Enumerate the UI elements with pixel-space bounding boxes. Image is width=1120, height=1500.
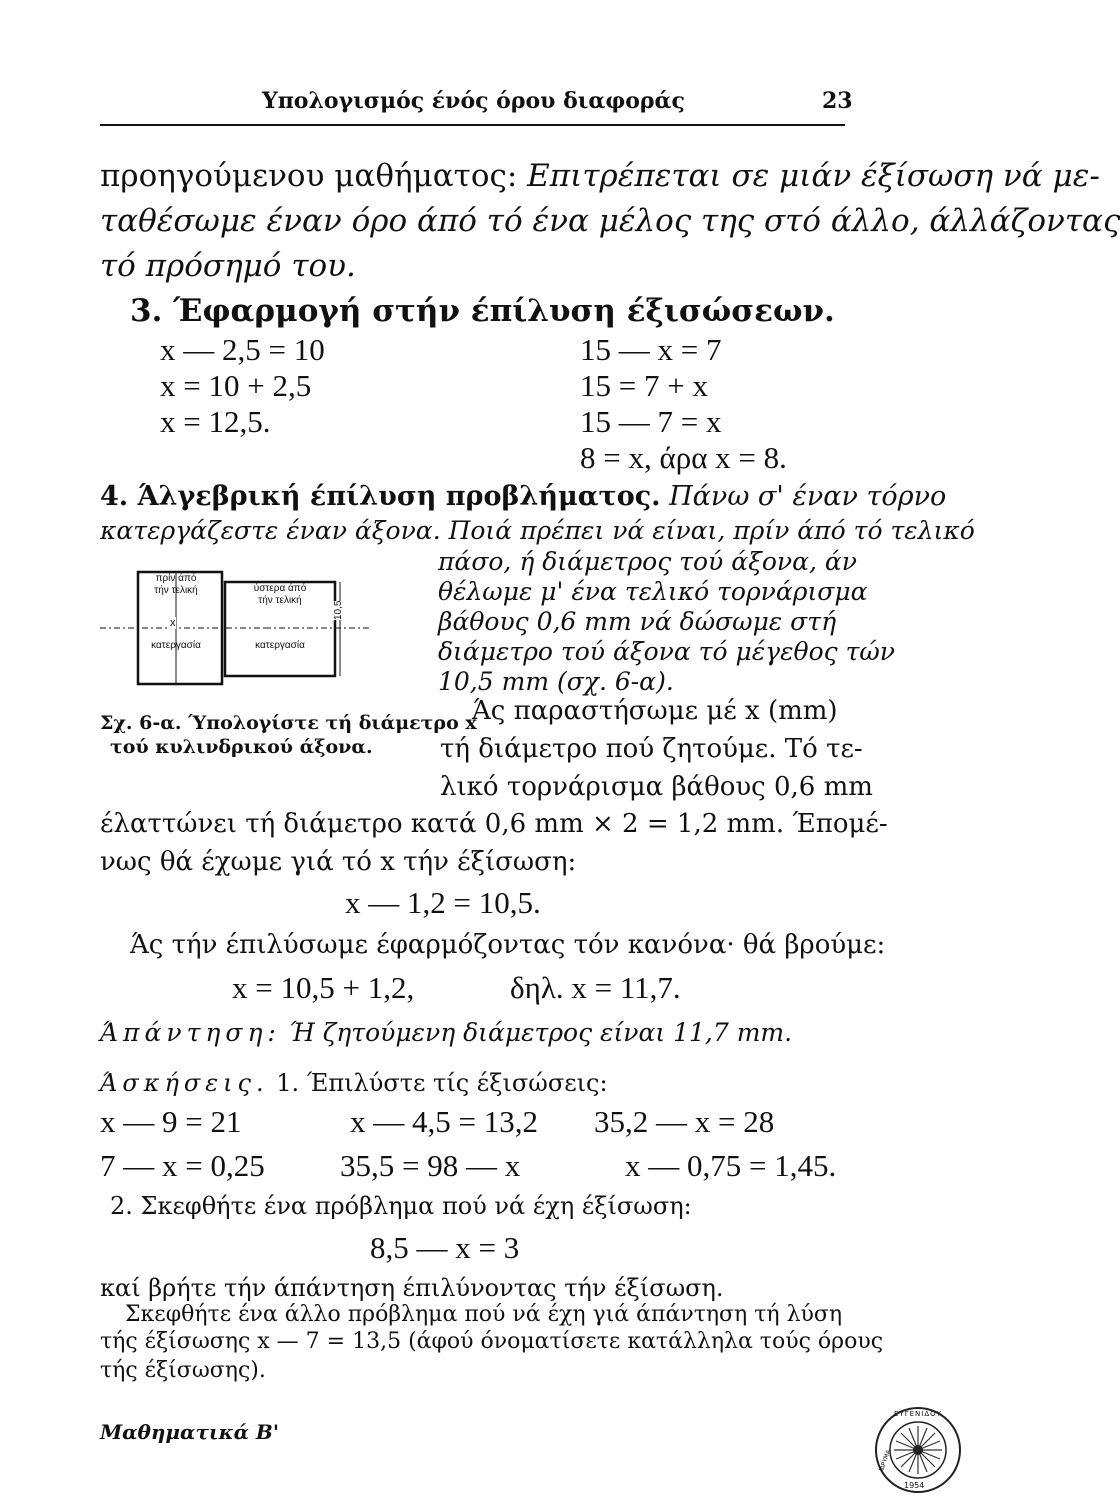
figure-dim-10-5: 10,5 <box>333 600 344 620</box>
exercise-2-line-1: 2. Σκεφθήτε ένα πρόβλημα πού νά έχη έξίσωση: <box>110 1192 692 1220</box>
section-4-line-full-1: έλαττώνει τή διάμετρο κατά 0,6 mm × 2 = 1,2 mm. Έπομέ- <box>100 809 888 839</box>
intro-line-2: ταθέσωμε έναν όρο άπό τό ένα μέλος της στό άλλο, άλλάζοντας <box>100 203 1120 239</box>
exercise-equation: 7 — x = 0,25 <box>100 1148 265 1183</box>
section-4-heading <box>100 480 946 514</box>
section-4-line-2: κατεργάζεστε έναν άξονα. Ποιά πρέπει νά είναι, πρίν άπό τό τελικό <box>100 516 975 545</box>
section-4-title-tail: Πάνω σ' έναν τόρνο <box>669 481 947 512</box>
stamp-text-top: ΕΥΓΕΝΙΔΟΥ <box>894 1410 942 1418</box>
section-4-right-line: διάμετρο τού άξονα τό μέγεθος τών <box>438 637 895 666</box>
figure-caption-line-1: Σχ. 6-α. Ύπολογίστε τή διάμετρο x <box>100 712 477 734</box>
equation: x = 10,5 + 1,2, <box>232 970 415 1005</box>
exercise-equation: 35,5 = 98 — x <box>340 1148 521 1183</box>
figure-label-before-bottom: κατεργασία <box>151 640 201 651</box>
exercise-2-line-2: καί βρήτε τήν άπάντηση έπιλύνοντας τήν έξίσωση. <box>100 1274 724 1302</box>
intro-line-3: τό πρόσημό του. <box>100 248 356 284</box>
stamp-center <box>913 1445 923 1455</box>
footer-book-title: Μαθηματικά Β' <box>100 1420 279 1444</box>
equation: 8 = x, άρα x = 8. <box>580 440 787 475</box>
equation: x = 10 + 2,5 <box>160 368 312 403</box>
section-4-right-line-2: Άς παραστήσωμε μέ x (mm) <box>472 696 838 726</box>
exercises-label: Άσκήσεις. <box>100 1069 269 1097</box>
equation: x — 1,2 = 10,5. <box>345 885 541 920</box>
figure-label-after-bottom: κατεργασία <box>255 640 305 651</box>
equation: 15 = 7 + x <box>580 368 708 403</box>
figure-label-line: πρίν άπό <box>155 573 197 584</box>
intro-text-normal: προηγούμενου μαθήματος: <box>100 158 528 194</box>
figure-caption-line-2: τού κυλινδρικού άξονα. <box>110 736 373 758</box>
exercise-equation: x — 0,75 = 1,45. <box>625 1148 837 1183</box>
section-4-right-line-2: τή διάμετρο πού ζητούμε. Τό τε- <box>440 734 863 764</box>
equation: 15 — 7 = x <box>580 404 722 439</box>
section-4-right-line: θέλωμε μ' ένα τελικό τορνάρισμα <box>438 577 868 606</box>
exercises-title: 1. Έπιλύστε τίς έξισώσεις: <box>276 1069 608 1097</box>
equation: x — 2,5 = 10 <box>160 332 325 367</box>
stamp-year: 1954 <box>904 1481 925 1490</box>
figure-label-line: τήν τελική <box>258 595 302 606</box>
exercise-equation: x — 9 = 21 <box>100 1104 242 1139</box>
equation: δηλ. x = 11,7. <box>510 970 681 1005</box>
figure-label-line: ύστερα άπό <box>253 583 307 594</box>
figure-label-after <box>228 583 332 607</box>
exercise-2-line-4: τής έξίσωσης x — 7 = 13,5 (άφού όνοματίσετε κατάλληλα τούς όρους <box>100 1329 884 1354</box>
running-header-title: Υπολογισμός ένός όρου διαφοράς <box>262 88 685 114</box>
figure-dim-x: x <box>170 617 176 629</box>
section-4-solve-line: Άς τήν έπιλύσωμε έφαρμόζοντας τόν κανόνα· θά βρούμε: <box>130 930 886 960</box>
page-number: 23 <box>822 88 853 114</box>
section-4-right-line: πάσο, ή διάμετρος τού άξονα, άν <box>438 547 857 576</box>
answer-text: Ή ζητούμενη διάμετρος είναι 11,7 mm. <box>288 1018 793 1047</box>
header-rule <box>100 124 845 126</box>
exercise-equation: 35,2 — x = 28 <box>594 1104 775 1139</box>
intro-line-1 <box>100 157 1100 195</box>
figure-label-line: τήν τελική <box>154 585 198 596</box>
exercises-heading <box>100 1067 608 1099</box>
equation: 15 — x = 7 <box>580 332 722 367</box>
section-4-line-full-2: νως θά έχωμε γιά τό x τήν έξίσωση: <box>100 847 577 877</box>
section-3-title: 3. Έφαρμογή στήν έπίλυση έξισώσεων. <box>130 293 835 329</box>
section-4-right-line: 10,5 mm (σχ. 6-α). <box>438 667 674 696</box>
exercise-equation: x — 4,5 = 13,2 <box>350 1104 538 1139</box>
section-4-title: 4. Άλγεβρική έπίλυση προβλήματος. <box>100 481 661 512</box>
figure-label-before <box>140 573 212 597</box>
intro-text-italic: Επιτρέπεται σε μιάν έξίσωση νά με- <box>527 158 1100 194</box>
exercise-2-line-5: τής έξίσωσης). <box>100 1358 266 1383</box>
stamp-text-left: ΙΔΡΥΜΑ <box>878 1448 893 1473</box>
exercise-2-equation: 8,5 — x = 3 <box>370 1230 520 1265</box>
section-4-right-line: βάθους 0,6 mm νά δώσωμε στή <box>438 607 837 636</box>
section-4-right-line-2: λικό τορνάρισμα βάθους 0,6 mm <box>440 772 873 802</box>
answer-label: Άπάντηση: <box>100 1018 281 1047</box>
answer-line <box>100 1017 792 1049</box>
exercise-2-line-3: Σκεφθήτε ένα άλλο πρόβλημα πού νά έχη γιά άπάντηση τή λύση <box>125 1302 843 1327</box>
equation: x = 12,5. <box>160 404 271 439</box>
